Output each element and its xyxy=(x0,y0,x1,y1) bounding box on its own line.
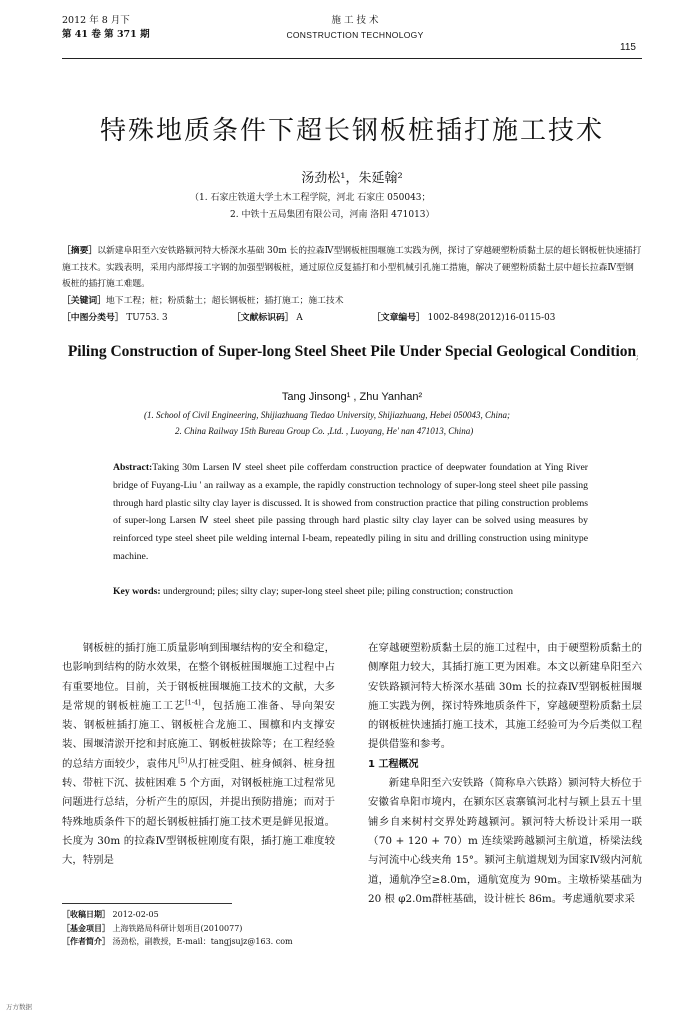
header-volume: 第 41 卷 第 371 期 xyxy=(62,29,150,40)
abstract-cn-label: ［摘要］ xyxy=(62,246,98,256)
header-issue-info xyxy=(62,14,150,42)
header-date: 2012 年 8 月下 xyxy=(62,15,130,26)
authors-en: Tang Jinsong¹ , Zhu Yanhan² xyxy=(281,391,423,403)
header-journal xyxy=(280,14,430,42)
affiliation-cn-2: 2. 中铁十五局集团有限公司，河南 洛阳 471013） xyxy=(230,210,435,220)
article-number-label: ［文章编号］ xyxy=(372,313,425,323)
clc-field xyxy=(62,310,168,323)
keywords-en xyxy=(113,583,588,601)
clc-value: TU753. 3 xyxy=(126,313,168,323)
intro-text-b: ，包括施工准备、导向架安装、钢板桩插打施工、钢板桩合龙施工、围檩和内支撑安装、围堰清淤开挖和封底施工、钢板桩拔除等；在工程经验的总结方面较少，袁伟凡 xyxy=(62,699,336,770)
keywords-cn-label: ［关键词］ xyxy=(62,295,106,306)
title-cn: 特殊地质条件下超长钢板桩插打施工技术 xyxy=(99,116,604,146)
fund-label: ［基金项目］ xyxy=(62,922,110,933)
abstract-en-text: Taking 30m Larsen Ⅳ steel sheet pile cofferdam construction practice of deepwater foundation at Ying River bridge of Fuyang-Liu ' an railway as a example, the rapidly construction technology of super-long steel sheet pile passing through hard plastic silty clay layer is discussed. It is showed from construction practice that piling construction problems of super-long Larsen Ⅳ steel sheet pile passing through hard plastic silty clay layer can be solved using measures by reinforced type steel sheet pile welding internal I-beam, repeatedly piling in situ and drilling construction using minitype machine. xyxy=(113,462,588,562)
scan-mark: ; xyxy=(636,352,639,361)
author-bio-text: 汤劲松，副教授，E-mail：tangjsujz@163. com xyxy=(112,937,293,946)
doc-code-field xyxy=(232,310,303,323)
journal-name-en: CONSTRUCTION TECHNOLOGY xyxy=(286,30,424,40)
intro-continued: 在穿越硬塑粉质黏土层的施工过程中，由于硬塑粉质黏土的侧摩阻力较大，其插打施工更为困难。本文以新建阜阳至六安铁路颍河特大桥深水基础 30m 长的拉森Ⅳ型钢板桩围堰施工实践为例，探讨特殊地质条件下，穿越硬塑粉质黏土层的钢板桩快速插打施工技术，其施工经验可为今后类似工程提供借鉴和参考。 xyxy=(368,642,642,751)
received-date: 2012-02-05 xyxy=(112,910,159,919)
affiliation-en-1: (1. School of Civil Engineering, Shijiazhuang Tiedao University, Shijiazhuang, Hebei 050043, China; xyxy=(144,410,510,420)
intro-text-a: 钢板桩的插打施工质量影响到围堰结构的安全和稳定，也影响到结构的防水效果，在整个钢板桩围堰施工过程中占有重要地位。目前，关于钢板桩围堰施工技术的文献，大多是常规的钢板桩施工工艺 xyxy=(62,642,335,712)
fund-text: 上海铁路局科研计划项目(2010077) xyxy=(112,923,243,933)
section-heading-1: 1 工程概况 xyxy=(368,758,419,770)
keywords-cn-text: 地下工程；桩；粉质黏土；超长钢板桩；插打施工；施工技术 xyxy=(106,295,344,306)
footnote-received xyxy=(62,908,352,922)
article-number-value: 1002-8498(2012)16-0115-03 xyxy=(427,313,556,323)
doc-code-label: ［文献标识码］ xyxy=(232,313,294,323)
journal-name-cn: 施 工 技 术 xyxy=(331,15,379,26)
footnotes xyxy=(62,908,352,949)
affiliation-cn-1: （1. 石家庄铁道大学土木工程学院，河北 石家庄 050043； xyxy=(190,193,431,203)
footnote-fund xyxy=(62,922,352,936)
project-overview-paragraph: 新建阜阳至六安铁路（简称阜六铁路）颍河特大桥位于安徽省阜阳市境内，在颍东区袁寨镇河北村与颍上县五十里铺乡自来树村交界处跨越颍河。颍河特大桥设计采用一联（70 + 120 + 70）m 连续梁跨越颍河主航道，桥梁法线与河流中心线夹角 15°。颍河主航道规划为国家Ⅳ级内河航道，通航净空≥8.0m，通航宽度为 90m。主墩桥梁基础为 20 根 φ2.0m群桩基础，设计桩长 86m。考虑通航要求采 xyxy=(368,777,642,905)
footnote-rule xyxy=(62,903,232,904)
citation-5: [5] xyxy=(178,756,188,765)
abstract-en xyxy=(113,459,588,566)
footnote-author xyxy=(62,935,352,949)
received-label: ［收稿日期］ xyxy=(62,909,110,919)
affiliation-en-2: 2. China Railway 15th Bureau Group Co. ,Ltd. , Luoyang, He' nan 471013, China) xyxy=(175,426,474,436)
watermark: 万方数据 xyxy=(6,1003,32,1011)
page-number: 115 xyxy=(620,42,636,53)
title-en: Piling Construction of Super-long Steel Sheet Pile Under Special Geological Condition xyxy=(67,343,637,360)
clc-label: ［中图分类号］ xyxy=(62,313,124,323)
article-number-field xyxy=(372,310,555,323)
citation-1-4: [1-4] xyxy=(185,698,201,707)
header-rule xyxy=(62,58,642,59)
keywords-en-text: underground; piles; silty clay; super-long steel sheet pile; piling construction; construction xyxy=(163,586,513,597)
body-left-column xyxy=(62,639,335,871)
abstract-cn xyxy=(62,243,642,309)
intro-text-c: 从打桩受阻、桩身倾斜、桩身扭转、带桩下沉、拔桩困难 5 个方面，对钢板桩施工过程常见问题进行总结，分析产生的原因，并提出预防措施；而对于特殊地质条件下的超长钢板桩插打施工技术更是鲜见报道。长度为 30m 的拉森Ⅳ型钢板桩刚度有限，插打施工难度较大，特别是 xyxy=(62,757,335,867)
body-right-column xyxy=(368,639,642,909)
intro-paragraph xyxy=(62,639,335,871)
keywords-en-label: Key words: xyxy=(113,586,161,597)
doc-code-value: A xyxy=(296,313,303,323)
authors-cn: 汤劲松¹，朱延翰² xyxy=(301,171,403,186)
author-bio-label: ［作者简介］ xyxy=(62,936,110,946)
abstract-en-label: Abstract: xyxy=(113,462,153,473)
abstract-cn-text: 以新建阜阳至六安铁路颍河特大桥深水基础 30m 长的拉森Ⅳ型钢板桩围堰施工实践为例，探讨了穿越硬塑粉质黏土层的超长钢板桩快速插打施工技术。实践表明，采用内部焊接工字钢的加强型钢板桩，通过原位反复插打和小型机械引孔施工措施，解决了硬塑粉质黏土层中超长拉森Ⅳ型钢板桩的插打施工难题。 xyxy=(62,246,642,289)
